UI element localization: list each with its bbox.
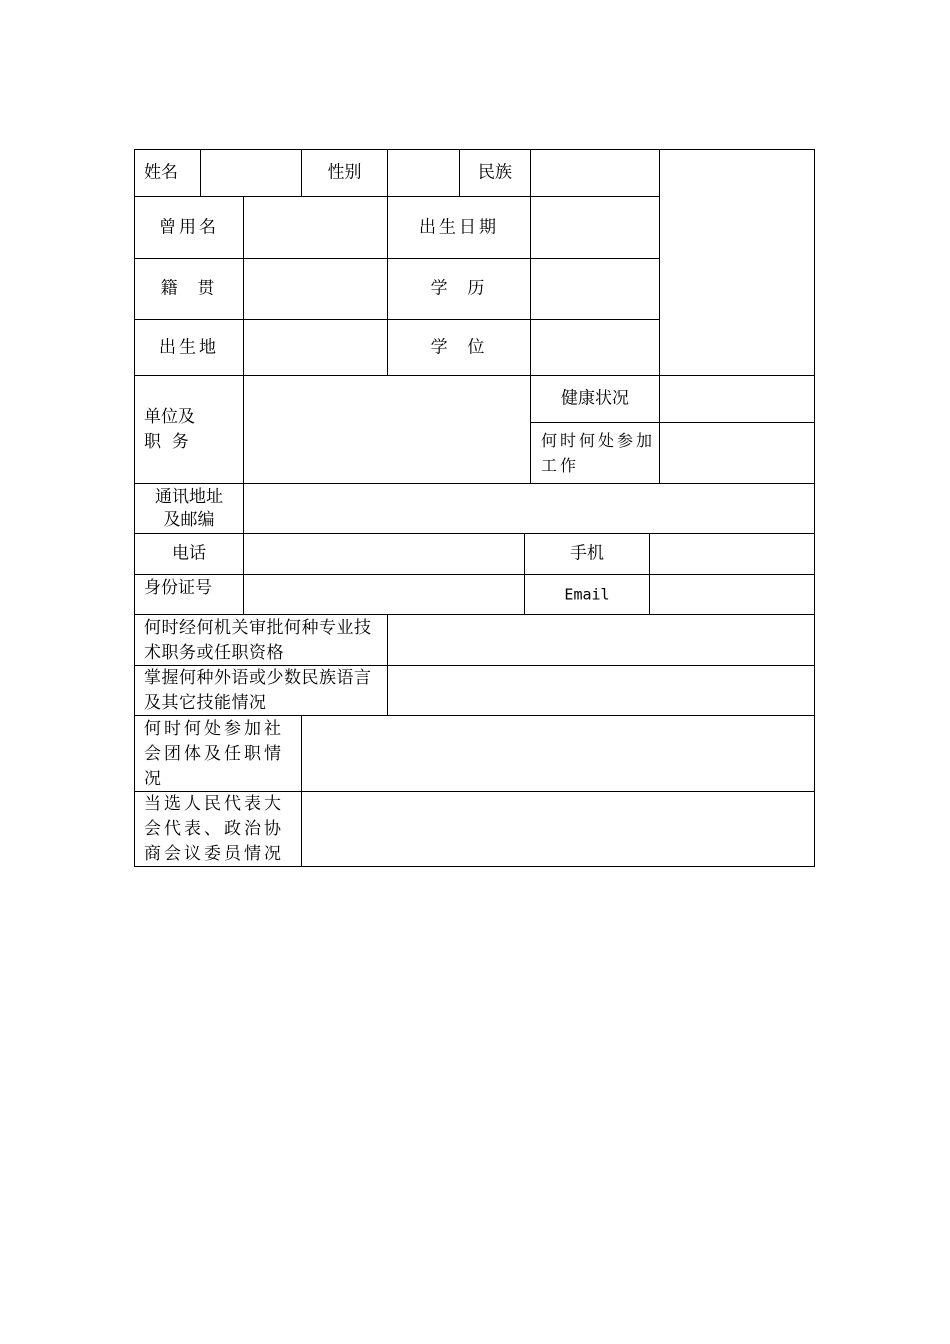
unit-position-label: 单位及 职 务 bbox=[144, 406, 195, 452]
unit-position-label-cell bbox=[134, 375, 244, 484]
name-label-cell bbox=[134, 149, 201, 197]
mobile-field[interactable] bbox=[649, 533, 815, 575]
mobile-label: 手机 bbox=[570, 543, 604, 564]
social-group-label-cell bbox=[134, 715, 302, 792]
name-field[interactable] bbox=[200, 149, 302, 197]
gender-label-cell bbox=[301, 149, 388, 197]
qualification-field[interactable] bbox=[387, 614, 815, 666]
degree-field[interactable] bbox=[530, 319, 660, 376]
address-field[interactable] bbox=[243, 483, 815, 534]
education-label-cell bbox=[387, 258, 531, 320]
email-label-cell bbox=[524, 574, 650, 615]
address-label-cell bbox=[134, 483, 244, 534]
degree-label: 学 位 bbox=[430, 337, 488, 357]
ethnicity-field[interactable] bbox=[530, 149, 660, 197]
degree-label-cell bbox=[387, 319, 531, 376]
qualification-label: 何时经何机关审批何种专业技术职务或任职资格 bbox=[144, 618, 372, 663]
social-group-label: 何时何处参加社会团体及任职情况 bbox=[144, 719, 284, 789]
work-start-field[interactable] bbox=[659, 422, 815, 484]
native-place-label-cell bbox=[134, 258, 244, 320]
health-label: 健康状况 bbox=[561, 388, 629, 409]
qualification-label-cell bbox=[134, 614, 388, 666]
birth-date-label: 出生日期 bbox=[419, 217, 499, 237]
birthplace-field[interactable] bbox=[243, 319, 388, 376]
birthplace-label-cell bbox=[134, 319, 244, 376]
phone-field[interactable] bbox=[243, 533, 525, 575]
health-field[interactable] bbox=[659, 375, 815, 423]
native-place-field[interactable] bbox=[243, 258, 388, 320]
former-name-label: 曾用名 bbox=[159, 217, 219, 237]
representative-field[interactable] bbox=[301, 791, 815, 867]
phone-label: 电话 bbox=[172, 543, 206, 564]
id-label: 身份证号 bbox=[144, 578, 212, 598]
unit-position-field[interactable] bbox=[243, 375, 531, 484]
health-label-cell bbox=[530, 375, 660, 423]
native-place-label: 籍 贯 bbox=[160, 278, 218, 299]
birth-date-field[interactable] bbox=[530, 196, 660, 259]
photo-area[interactable] bbox=[659, 149, 815, 376]
mobile-label-cell bbox=[524, 533, 650, 575]
id-field[interactable] bbox=[243, 574, 525, 615]
gender-field[interactable] bbox=[387, 149, 460, 197]
email-label: Email bbox=[564, 585, 610, 603]
former-name-label-cell bbox=[134, 196, 244, 259]
social-group-field[interactable] bbox=[301, 715, 815, 792]
ethnicity-label-cell bbox=[459, 149, 531, 197]
ethnicity-label: 民族 bbox=[478, 162, 512, 183]
language-label-cell bbox=[134, 665, 388, 716]
email-field[interactable] bbox=[649, 574, 815, 615]
phone-label-cell bbox=[134, 533, 244, 575]
gender-label: 性别 bbox=[327, 162, 362, 183]
education-label: 学 历 bbox=[430, 278, 488, 299]
name-label: 姓名 bbox=[144, 162, 178, 183]
education-field[interactable] bbox=[530, 258, 660, 320]
birthplace-label: 出生地 bbox=[159, 337, 219, 357]
work-start-label: 何时何处参加工作 bbox=[541, 431, 656, 475]
id-label-cell bbox=[134, 574, 244, 615]
language-label: 掌握何种外语或少数民族语言及其它技能情况 bbox=[144, 668, 372, 713]
representative-label: 当选人民代表大会代表、政治协商会议委员情况 bbox=[144, 794, 284, 864]
work-start-label-cell bbox=[530, 422, 660, 484]
former-name-field[interactable] bbox=[243, 196, 388, 259]
birth-date-label-cell bbox=[387, 196, 531, 259]
language-field[interactable] bbox=[387, 665, 815, 716]
address-label: 通讯地址 及邮编 bbox=[155, 486, 223, 530]
representative-label-cell bbox=[134, 791, 302, 867]
